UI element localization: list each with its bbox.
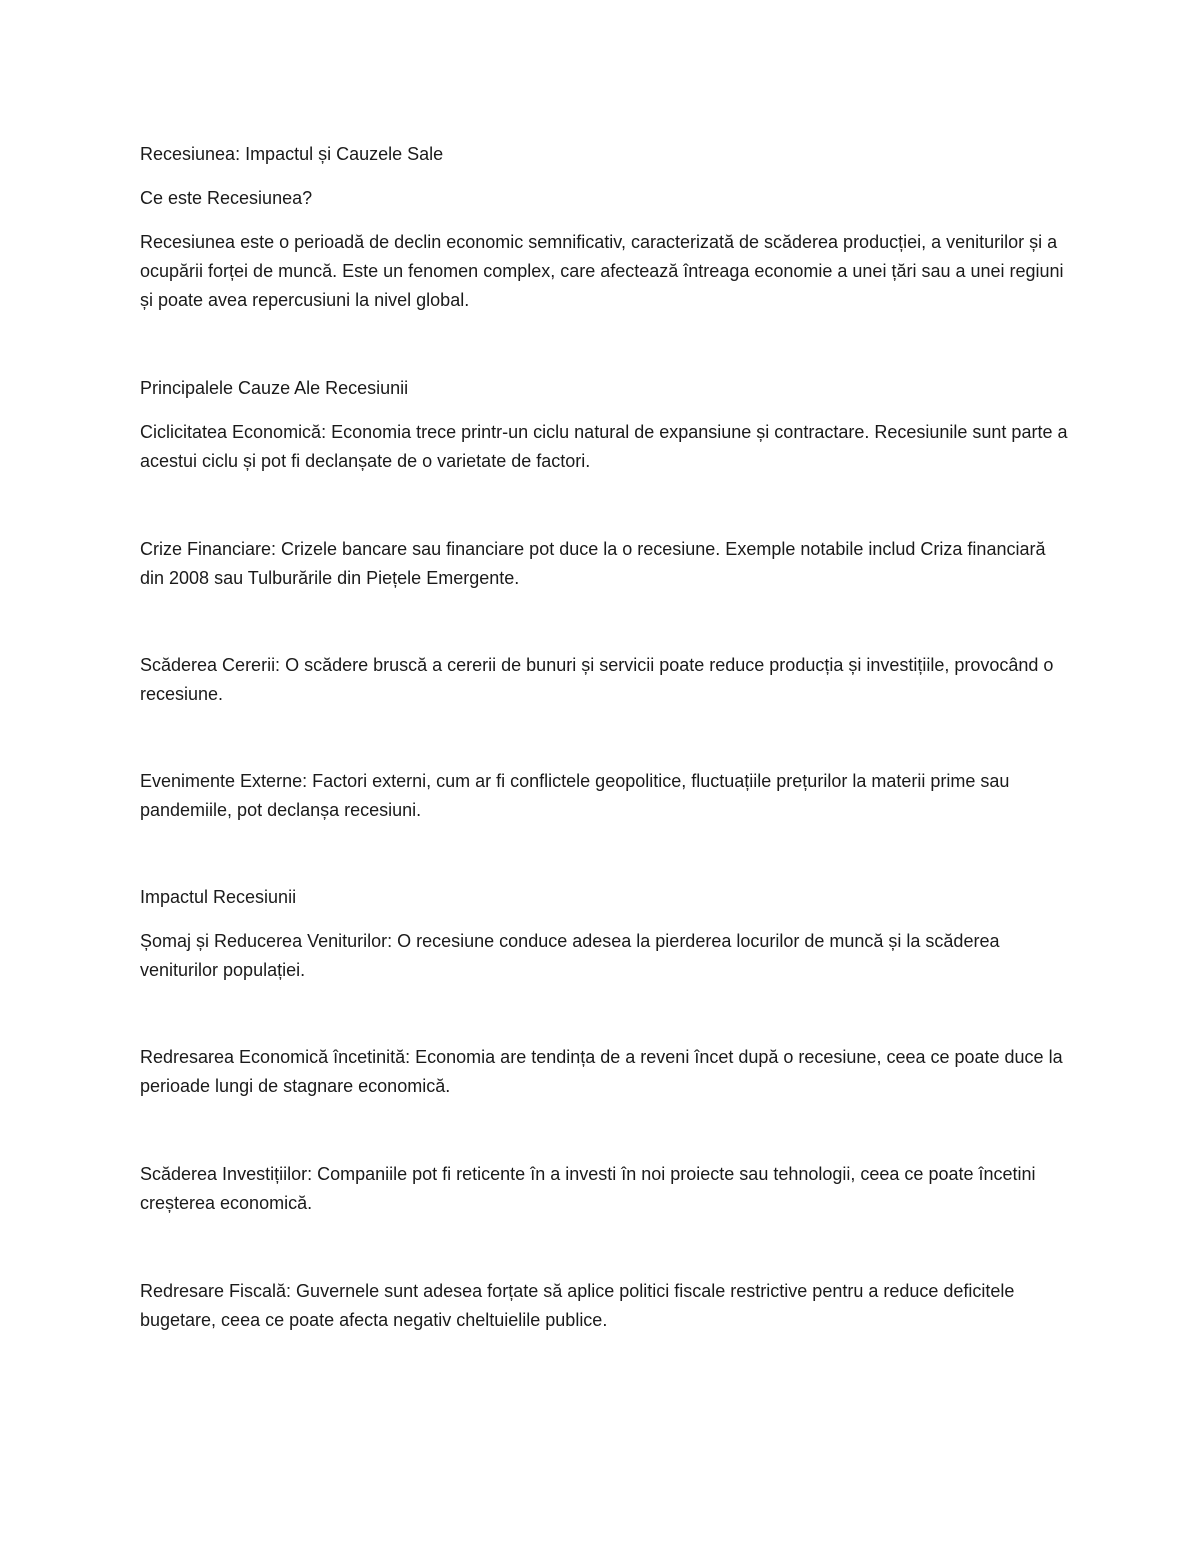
paragraph-scaderea-investitiilor: Scăderea Investițiilor: Companiile pot fi reticente în a investi în noi proiecte sau tehnologii, ceea ce poate încetini creșterea economică. [140, 1164, 1036, 1213]
paragraph-ciclicitatea: Ciclicitatea Economică: Economia trece printr-un ciclu natural de expansiune și contractare. Recesiunile sunt parte a acestui ciclu și pot fi declanșate de o varietate de factori. [140, 422, 1068, 471]
document-title: Recesiunea: Impactul și Cauzele Sale [140, 144, 444, 164]
paragraph-somaj: Șomaj și Reducerea Veniturilor: O recesiune conduce adesea la pierderea locurilor de muncă și la scăderea veniturilor populației. [140, 931, 1000, 980]
paragraph-crize-financiare: Crize Financiare: Crizele bancare sau financiare pot duce la o recesiune. Exemple notabile includ Criza financiară din 2008 sau Tulburările din Piețele Emergente. [140, 539, 1046, 588]
paragraph-definition: Recesiunea este o perioadă de declin economic semnificativ, caracterizată de scăderea producției, a veniturilor și a ocupării forței de muncă. Este un fenomen complex, care afectează întreaga economie a unei țări sau a unei regiuni și poate avea repercusiuni la nivel global. [140, 232, 1064, 310]
paragraph-redresare-fiscala: Redresare Fiscală: Guvernele sunt adesea forțate să aplice politici fiscale restrictive pentru a reduce deficitele bugetare, ceea ce poate afecta negativ cheltuielile publice. [140, 1281, 1015, 1330]
section-heading-cauze: Principalele Cauze Ale Recesiunii [140, 378, 409, 398]
section-heading-impact: Impactul Recesiunii [140, 887, 297, 907]
paragraph-evenimente-externe: Evenimente Externe: Factori externi, cum ar fi conflictele geopolitice, fluctuațiile prețurilor la materii prime sau pandemiile, pot declanșa recesiuni. [140, 771, 1010, 820]
section-heading-ce-este: Ce este Recesiunea? [140, 188, 313, 208]
paragraph-scaderea-cererii: Scăderea Cererii: O scădere bruscă a cererii de bunuri și servicii poate reduce producția și investițiile, provocând o recesiune. [140, 655, 1054, 704]
paragraph-redresarea-economica: Redresarea Economică încetinită: Economia are tendința de a reveni încet după o recesiune, ceea ce poate duce la perioade lungi de stagnare economică. [140, 1047, 1063, 1096]
